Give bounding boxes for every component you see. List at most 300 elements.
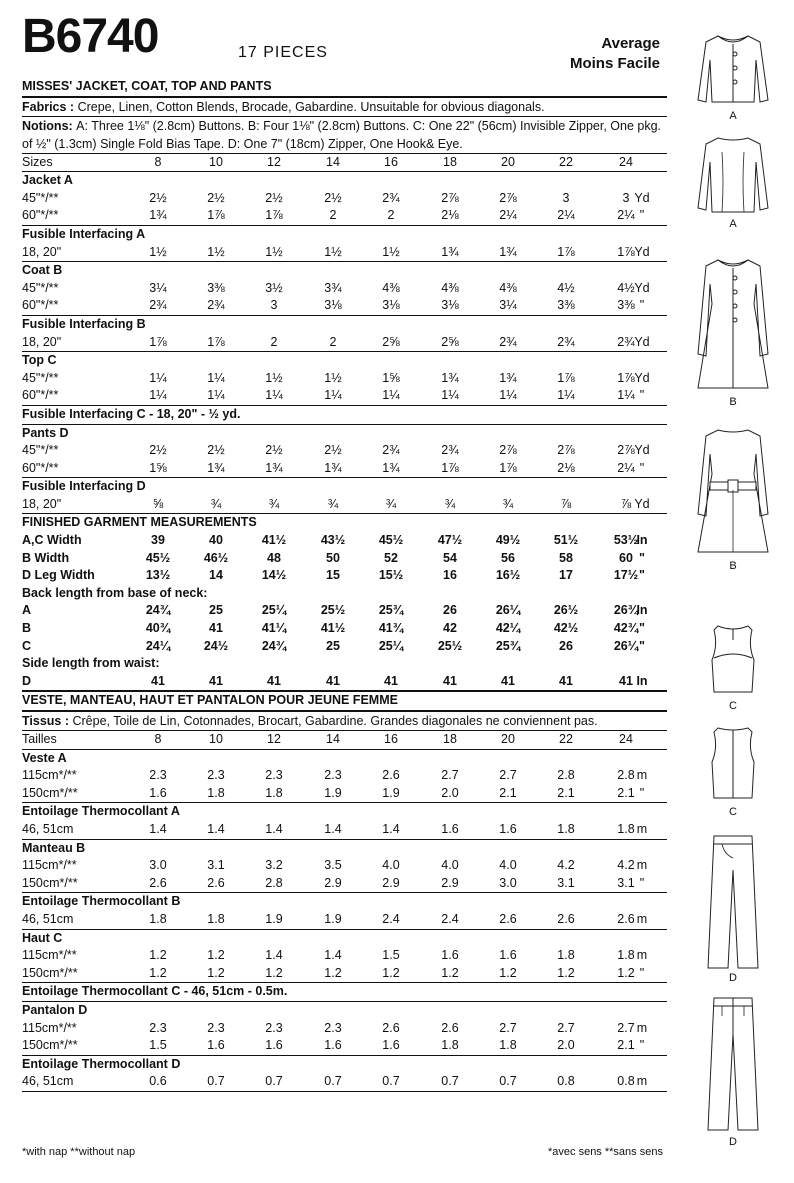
cell-value: 1¼ (207, 388, 225, 403)
cell-value: ¾ (444, 496, 456, 511)
cell-value: 41 (209, 673, 223, 688)
table-row (22, 280, 667, 298)
row-label: 45"*/** (22, 280, 59, 295)
row-label: 46, 51cm (22, 1074, 74, 1089)
size-value: 8 (154, 732, 162, 746)
cell-value: 1½ (149, 244, 167, 259)
cell-value: 13½ (145, 568, 171, 583)
cell-value: 1.2 (149, 948, 167, 963)
row-unit: Yd (634, 190, 650, 205)
illustration-jacket-front (688, 30, 778, 122)
row-unit: Yd (634, 244, 650, 259)
cell-value: ¾ (502, 496, 514, 511)
cell-value: 25¼ (261, 603, 287, 618)
section-title (22, 226, 667, 244)
table-row (22, 767, 667, 785)
row-label: 150cm*/** (22, 785, 78, 800)
cell-value: 0.7 (441, 1074, 459, 1089)
text-part: of ½" (1.3cm) Single Fold Bias Tape. D: One 7" (18cm) Zipper, One Hook& Eye. (22, 136, 463, 151)
cell-value: 2.3 (207, 768, 225, 783)
cell-value: 1.6 (265, 1038, 283, 1053)
cell-value: 2¾ (382, 190, 400, 205)
jacket-front-icon (688, 30, 778, 108)
row-label: 46, 51cm (22, 911, 74, 926)
cell-value: 1⅞ (149, 334, 167, 349)
cell-value: 1¼ (382, 388, 400, 403)
row-unit: Yd (634, 280, 650, 295)
cell-value: 26 (443, 603, 457, 618)
cell-value: 2¾ (441, 443, 459, 458)
row-unit: " (639, 621, 645, 636)
cell-value: 1.2 (207, 948, 225, 963)
row-unit: Yd (634, 496, 650, 511)
text-part: A: Three 1⅛" (2.8cm) Buttons. B: Four 1⅛" (2.8cm) Buttons. C: One 22" (56cm) Invisible Zipper, One pkg. (76, 118, 662, 133)
cell-value: 1⅞ (441, 460, 459, 475)
footnote-fr: *avec sens **sans sens (548, 1146, 663, 1158)
cell-value: 0.7 (265, 1074, 283, 1089)
table-row (22, 244, 667, 262)
row-unit: m (636, 768, 648, 783)
cell-value: 1¼ (499, 388, 517, 403)
row-unit: m (636, 821, 648, 836)
section-title-label: Pantalon D (22, 1002, 88, 1017)
cell-value: 4.2 (617, 858, 635, 873)
row-label: 60"*/** (22, 460, 59, 475)
row-label: 115cm*/** (22, 768, 77, 783)
cell-value: 1.4 (265, 948, 283, 963)
row-label: 60"*/** (22, 388, 59, 403)
cell-value: ¾ (385, 496, 397, 511)
cell-value: 2.6 (382, 1020, 400, 1035)
cell-value: 2¼ (557, 208, 575, 223)
cell-value: 2⅛ (441, 208, 459, 223)
cell-value: 2.4 (441, 911, 459, 926)
table-row (22, 442, 667, 460)
cell-value: 3⅛ (382, 298, 400, 313)
cell-value: 40 (209, 533, 223, 548)
cell-value: 1.2 (265, 965, 283, 980)
cell-value: 2 (329, 208, 337, 223)
cell-value: 42½ (553, 621, 579, 636)
cell-value: 1.8 (265, 785, 283, 800)
cell-value: 54 (443, 550, 457, 565)
cell-value: 1¾ (499, 370, 517, 385)
cell-value: 3¼ (149, 280, 167, 295)
cell-value: 1.8 (499, 1038, 517, 1053)
cell-value: 14½ (261, 568, 287, 583)
illustration-caption: C (729, 700, 737, 712)
cell-value: 1.2 (324, 965, 342, 980)
cell-value: 2⅞ (499, 190, 517, 205)
row-unit: " (639, 568, 645, 583)
cell-value: 1¼ (557, 388, 575, 403)
section-title-label: Fusible Interfacing C - 18, 20" - ½ yd. (22, 406, 241, 421)
row-label: A,C Width (22, 533, 82, 548)
section-title-label: Entoilage Thermocollant C - 46, 51cm - 0.5m. (22, 984, 288, 999)
cell-value: 4½ (617, 280, 635, 295)
cell-value: 3.1 (617, 875, 635, 890)
cell-value: 2.8 (265, 875, 283, 890)
size-value: 12 (267, 732, 281, 746)
table-row (22, 875, 667, 893)
size-value: 22 (559, 732, 573, 746)
cell-value: 2.7 (441, 768, 459, 783)
section-heading-en (22, 78, 667, 96)
cell-value: 0.6 (149, 1074, 167, 1089)
cell-value: 2.8 (557, 768, 575, 783)
table-row (22, 1073, 667, 1091)
section-title (22, 425, 667, 443)
cell-value: 2.3 (149, 768, 167, 783)
text-part: Tissus : (22, 714, 70, 728)
cell-value: 1.6 (441, 821, 459, 836)
cell-value: 41 (619, 673, 633, 688)
cell-value: 2¾ (207, 298, 225, 313)
cell-value: 3.5 (324, 858, 342, 873)
cell-value: 1⅝ (149, 460, 167, 475)
row-unit: " (639, 638, 645, 653)
yardage-table (22, 78, 667, 1092)
cell-value: 25 (209, 603, 223, 618)
row-unit: m (636, 858, 648, 873)
table-row (22, 532, 667, 550)
cell-value: 2 (329, 334, 337, 349)
size-value: 10 (209, 732, 223, 746)
cell-value: 1¾ (207, 460, 225, 475)
table-row (22, 857, 667, 875)
cell-value: 1½ (207, 244, 225, 259)
text-part: Fabrics : (22, 99, 75, 114)
illustration-pants-front (688, 830, 778, 984)
size-value: 24 (619, 732, 633, 746)
cell-value: 41½ (261, 533, 287, 548)
table-row (22, 965, 667, 983)
cell-value: ¾ (210, 496, 222, 511)
cell-value: 1¼ (207, 370, 225, 385)
row-unit: m (636, 1020, 648, 1035)
size-value: 18 (443, 154, 457, 169)
cell-value: 2¼ (617, 208, 635, 223)
cell-value: 3½ (265, 280, 283, 295)
row-label: 115cm*/** (22, 858, 77, 873)
cell-value: 58 (559, 550, 573, 565)
finished-title (22, 514, 667, 532)
cell-value: 26½ (553, 603, 579, 618)
sizes-row (22, 731, 667, 749)
cell-value: 46½ (203, 550, 229, 565)
cell-value: 25¼ (378, 638, 404, 653)
cell-value: ¾ (327, 496, 339, 511)
sizes-row (22, 154, 667, 172)
table-row (22, 207, 667, 225)
cell-value: 2⅝ (441, 334, 459, 349)
section-title-label: VESTE, MANTEAU, HAUT ET PANTALON POUR JEUNE FEMME (22, 693, 398, 708)
cell-value: 24¼ (145, 638, 171, 653)
row-label: 18, 20" (22, 244, 62, 259)
cell-value: 3.0 (499, 875, 517, 890)
cell-value: 1⅞ (207, 208, 225, 223)
cell-value: 25½ (437, 638, 463, 653)
cell-value: 3.1 (207, 858, 225, 873)
cell-value: 1⅞ (499, 460, 517, 475)
top-back-icon (688, 722, 778, 804)
cell-value: 24½ (203, 638, 229, 653)
cell-value: 1.2 (382, 965, 400, 980)
section-title (22, 893, 667, 911)
size-value: 14 (326, 732, 340, 746)
cell-value: 1.6 (324, 1038, 342, 1053)
difficulty-fr: Moins Facile (569, 55, 660, 72)
size-value: 20 (501, 154, 515, 169)
size-value: 20 (501, 732, 515, 746)
pants-back-icon (688, 994, 778, 1134)
illustration-top-front (688, 620, 778, 712)
cell-value: 25¾ (495, 638, 521, 653)
jacket-back-icon (688, 132, 778, 216)
cell-value: 26¾ (613, 603, 639, 618)
cell-value: 17½ (613, 568, 639, 583)
cell-value: 17 (559, 568, 573, 583)
row-unit: " (639, 550, 645, 565)
table-row (22, 460, 667, 478)
cell-value: 1.8 (557, 948, 575, 963)
cell-value: 43½ (320, 533, 346, 548)
cell-value: 2.0 (441, 785, 459, 800)
back-length-title (22, 585, 667, 603)
cell-value: 39 (151, 533, 165, 548)
size-value: 16 (384, 732, 398, 746)
row-unit: m (636, 911, 648, 926)
illustration-coat-front (688, 254, 778, 408)
cell-value: 25 (326, 638, 340, 653)
section-title-label: Back length from base of neck: (22, 585, 208, 600)
cell-value: 4⅜ (499, 280, 517, 295)
top-front-icon (688, 620, 778, 698)
row-unit: " (639, 208, 645, 223)
size-value: 8 (154, 154, 162, 169)
row-unit: In (636, 533, 648, 548)
section-title-label: Entoilage Thermocollant D (22, 1056, 181, 1071)
cell-value: 56 (501, 550, 515, 565)
cell-value: 4⅜ (441, 280, 459, 295)
cell-value: 1⅞ (617, 370, 635, 385)
section-title-label: Jacket A (22, 173, 73, 188)
row-label: 45"*/** (22, 190, 59, 205)
illustration-caption: A (729, 110, 737, 122)
cell-value: 51½ (553, 533, 579, 548)
row-label: 18, 20" (22, 496, 62, 511)
table-row (22, 947, 667, 965)
cell-value: 1¼ (149, 370, 167, 385)
cell-value: 1.8 (441, 1038, 459, 1053)
table-row (22, 1020, 667, 1038)
cell-value: 1½ (265, 370, 283, 385)
cell-value: 1.6 (207, 1038, 225, 1053)
sizes-label: Tailles (22, 732, 57, 746)
section-title (22, 840, 667, 858)
illustration-coat-back (688, 424, 778, 572)
cell-value: 2⅛ (557, 460, 575, 475)
illustration-caption: C (729, 806, 737, 818)
row-label: B (22, 621, 32, 636)
cell-value: 15 (326, 568, 340, 583)
cell-value: 26 (559, 638, 573, 653)
notions-line-2 (22, 135, 667, 153)
row-label: 150cm*/** (22, 875, 78, 890)
divider (22, 1091, 667, 1092)
row-label: 115cm*/** (22, 948, 77, 963)
cell-value: 1⅞ (557, 370, 575, 385)
cell-value: 2⅞ (499, 443, 517, 458)
cell-value: ⅞ (560, 496, 572, 511)
table-row (22, 550, 667, 568)
cell-value: 1.2 (149, 965, 167, 980)
section-title (22, 262, 667, 280)
row-label: 45"*/** (22, 370, 59, 385)
table-row (22, 1037, 667, 1055)
cell-value: 47½ (437, 533, 463, 548)
difficulty (570, 34, 660, 74)
cell-value: 2.3 (149, 1020, 167, 1035)
cell-value: 1.2 (207, 965, 225, 980)
cell-value: 2½ (324, 443, 342, 458)
section-title-label: Manteau B (22, 840, 86, 855)
illustration-caption: D (729, 1136, 737, 1148)
cell-value: 2.1 (557, 785, 575, 800)
row-unit: Yd (634, 370, 650, 385)
cell-value: 1.6 (149, 785, 167, 800)
cell-value: 2.6 (149, 875, 167, 890)
cell-value: 3 (270, 298, 278, 313)
notions-line-1 (22, 117, 667, 135)
cell-value: 1.9 (265, 911, 283, 926)
row-label: B Width (22, 550, 70, 565)
table-row (22, 387, 667, 405)
cell-value: 2.1 (617, 785, 635, 800)
cell-value: 2¾ (617, 334, 635, 349)
cell-value: 26¼ (495, 603, 521, 618)
section-title-label: Entoilage Thermocollant B (22, 894, 181, 909)
sizes-label: Sizes (22, 154, 53, 169)
cell-value: 2.7 (499, 1020, 517, 1035)
cell-value: 53½ (613, 533, 639, 548)
cell-value: 2½ (265, 190, 283, 205)
table-row (22, 567, 667, 585)
cell-value: 4.0 (499, 858, 517, 873)
table-row (22, 496, 667, 514)
section-title (22, 803, 667, 821)
cell-value: 2.7 (617, 1020, 635, 1035)
cell-value: 1.8 (617, 821, 635, 836)
cell-value: 45½ (378, 533, 404, 548)
cell-value: 2.6 (441, 1020, 459, 1035)
section-title-label: Entoilage Thermocollant A (22, 804, 180, 819)
cell-value: 41 (267, 673, 281, 688)
cell-value: 1¾ (324, 460, 342, 475)
tissus-line (22, 712, 667, 730)
size-value: 18 (443, 732, 457, 746)
cell-value: 0.7 (382, 1074, 400, 1089)
table-row (22, 821, 667, 839)
section-title-label: Haut C (22, 930, 63, 945)
cell-value: 1¾ (499, 244, 517, 259)
cell-value: 41 (443, 673, 457, 688)
cell-value: 2½ (149, 443, 167, 458)
difficulty-en: Average (601, 35, 660, 52)
cell-value: 2⅝ (382, 334, 400, 349)
row-unit: In (636, 673, 648, 688)
cell-value: 1.4 (265, 821, 283, 836)
row-label: A (22, 603, 32, 618)
cell-value: 1¾ (441, 244, 459, 259)
row-label: 46, 51cm (22, 821, 74, 836)
cell-value: ⅝ (152, 496, 164, 511)
illustration-caption: B (729, 560, 737, 572)
section-title-label: Fusible Interfacing B (22, 316, 146, 331)
table-row (22, 190, 667, 208)
cell-value: 1¼ (441, 388, 459, 403)
cell-value: 1.4 (149, 821, 167, 836)
cell-value: 1¼ (265, 388, 283, 403)
cell-value: 2 (387, 208, 395, 223)
cell-value: 1.9 (382, 785, 400, 800)
cell-value: 1¾ (441, 370, 459, 385)
cell-value: 2½ (207, 443, 225, 458)
cell-value: 3⅛ (441, 298, 459, 313)
cell-value: 1.6 (499, 821, 517, 836)
size-value: 24 (619, 154, 633, 169)
cell-value: 2.3 (265, 768, 283, 783)
cell-value: 49½ (495, 533, 521, 548)
illustration-caption: A (729, 218, 737, 230)
illustration-pants-back (688, 994, 778, 1148)
row-unit: " (639, 785, 645, 800)
row-label: 18, 20" (22, 334, 62, 349)
table-row (22, 334, 667, 352)
text-part: Crêpe, Toile de Lin, Cotonnades, Brocart, Gabardine. Grandes diagonales ne conviennent pas. (69, 714, 598, 728)
cell-value: 48 (267, 550, 281, 565)
cell-value: 1¼ (617, 388, 635, 403)
cell-value: 0.8 (557, 1074, 575, 1089)
cell-value: 2.9 (382, 875, 400, 890)
cell-value: 1.6 (441, 948, 459, 963)
row-unit: " (639, 388, 645, 403)
cell-value: 50 (326, 550, 340, 565)
cell-value: 2.7 (499, 768, 517, 783)
cell-value: 1.8 (557, 821, 575, 836)
row-label: 45"*/** (22, 443, 59, 458)
cell-value: 2.6 (557, 911, 575, 926)
table-row (22, 602, 667, 620)
cell-value: 2½ (149, 190, 167, 205)
cell-value: 25½ (320, 603, 346, 618)
cell-value: 1.8 (207, 911, 225, 926)
cell-value: 2.3 (207, 1020, 225, 1035)
section-title (22, 478, 667, 496)
cell-value: 52 (384, 550, 398, 565)
cell-value: 2½ (265, 443, 283, 458)
section-title (22, 750, 667, 768)
cell-value: 2.8 (617, 768, 635, 783)
table-row (22, 785, 667, 803)
cell-value: 2.9 (441, 875, 459, 890)
size-value: 12 (267, 154, 281, 169)
cell-value: 60 (619, 550, 633, 565)
illustration-caption: D (729, 972, 737, 984)
text-part: Notions: (22, 118, 77, 133)
section-title (22, 1002, 667, 1020)
cell-value: 24¾ (145, 603, 171, 618)
